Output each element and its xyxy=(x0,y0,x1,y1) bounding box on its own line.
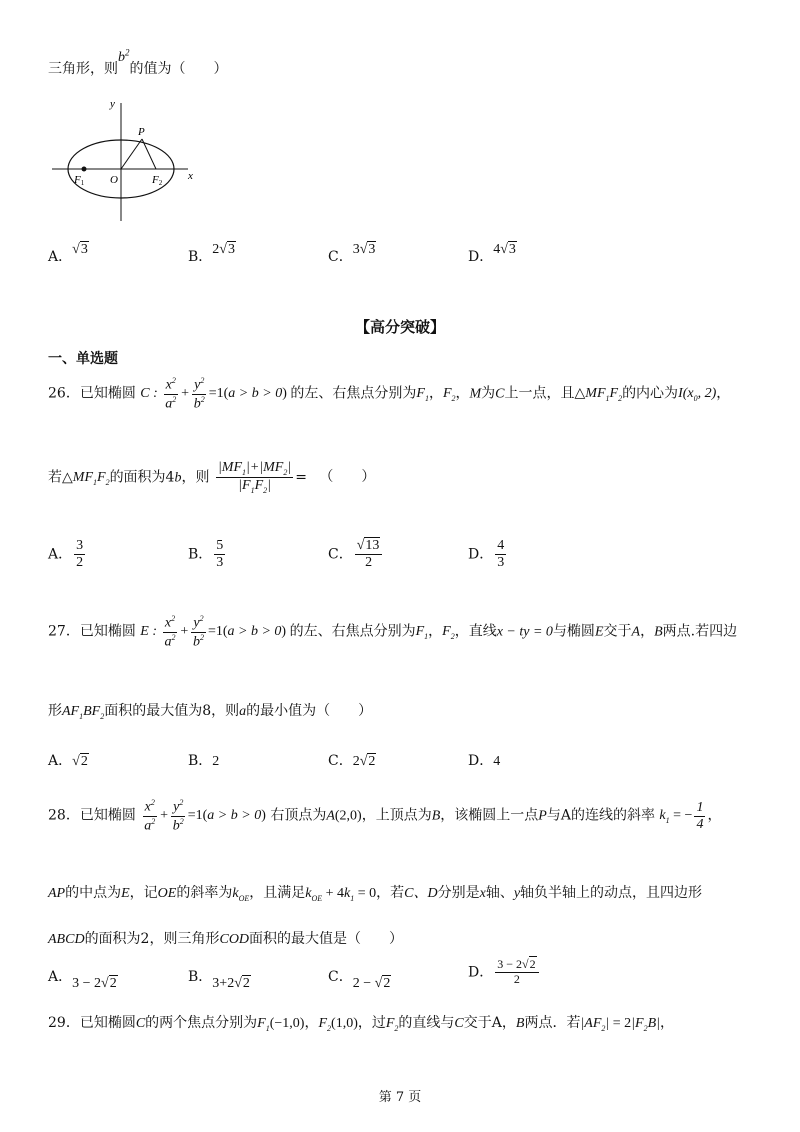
q27-line2-a: 形 xyxy=(48,703,62,719)
q26-incenter: $I(x_0$, 2) xyxy=(678,386,717,404)
q28-text-d: 与A的连线的斜率 xyxy=(546,807,655,824)
label-O: O xyxy=(110,174,118,186)
q26-line1: 26．已知椭圆 C : $\frac{x^2}{a^2}$ + $\frac{y^2}{b^2}$ =1(a > b > 0) 的左、右焦点分别为$F_1$，$F_2$，M为C上一点，且$\triangle MF_1F_2$的内心为$I(x_0$, 2)， xyxy=(48,376,731,412)
q29-F2: $F_2(1,0)$ xyxy=(318,1016,358,1033)
q28-AP: AP xyxy=(48,886,66,901)
q27-option-c[interactable] xyxy=(328,750,376,770)
label-x: x xyxy=(188,170,193,182)
q29-B: B xyxy=(515,1016,525,1031)
q29-text-c: 的直线与 xyxy=(398,1015,455,1031)
option-label: A． xyxy=(48,753,73,769)
q29-text-e: 两点．若 xyxy=(524,1015,581,1031)
q26-paren: （ ） xyxy=(319,469,376,486)
option-value: 2 xyxy=(212,754,220,769)
q27-option-d[interactable] xyxy=(468,750,500,770)
q28-P: P xyxy=(538,808,547,824)
option-value: $\frac{3}{2}$ xyxy=(76,538,84,571)
q25-option-b[interactable] xyxy=(188,242,236,266)
q27-intro: 27．已知椭圆 xyxy=(48,623,136,640)
q27-F1: $F_1$ xyxy=(415,624,429,642)
option-label: D． xyxy=(468,546,494,563)
q28-line2-e: ，若 xyxy=(376,885,405,901)
q26-intro: 26．已知椭圆 xyxy=(48,385,136,402)
q28-B: B xyxy=(431,808,441,824)
q28-line2-d: ，且满足 xyxy=(249,885,306,901)
q26-text-d: 的内心为 xyxy=(622,385,679,402)
label-P: P xyxy=(138,126,145,138)
q26-triangle-2: $MF_1F_2$ xyxy=(72,470,110,488)
q27-line2 xyxy=(48,700,372,721)
q26-b: b xyxy=(174,470,182,486)
label-F1: F1 xyxy=(74,174,85,187)
q28-line3 xyxy=(48,928,403,948)
option-value: 2 − √2 xyxy=(352,976,391,991)
option-label: C． xyxy=(328,249,353,265)
q28-option-d[interactable] xyxy=(468,958,541,987)
q28-text-c: ，该椭圆上一点 xyxy=(440,807,539,824)
q29-F2-b: $F_2$ xyxy=(385,1016,399,1033)
q27-option-a[interactable] xyxy=(48,750,89,770)
q28-A: A(2,0) xyxy=(326,808,362,824)
option-value: 4 xyxy=(493,754,501,769)
option-label: C． xyxy=(328,753,353,769)
q28-line2-g: 轴、 xyxy=(485,885,514,901)
q29-C: C xyxy=(135,1016,146,1031)
q29-line1: 29．已知椭圆C的两个焦点分别为$F_1(-1,0)$，$F_2(1,0)$，过$F_2$的直线与C交于A，B两点．若$|AF_2| = 2|F_2B|$， xyxy=(48,1015,674,1033)
q25-option-a[interactable] xyxy=(48,242,89,266)
option-value: √2 xyxy=(72,754,88,769)
q28-text-a: 右顶点为 xyxy=(270,807,327,824)
q26-ratio: $\frac{|MF_1|+|MF_2|}{|F_1F_2|}$ xyxy=(217,460,292,495)
q27-E: E xyxy=(594,624,604,640)
q26-option-c[interactable] xyxy=(328,538,384,571)
q27-line-eq: x − ty = 0 xyxy=(496,624,553,640)
q27-line2-c: 的最小值为（ ） xyxy=(246,703,373,719)
option-value: 3√3 xyxy=(352,242,376,257)
q27-quad: $AF_1BF_2$ xyxy=(62,704,105,721)
q27-text-a: 的左、右焦点分别为 xyxy=(289,623,416,640)
q28-xaxis: x xyxy=(479,886,486,901)
option-value: 2√3 xyxy=(212,242,235,257)
q27-ellipse-eq: E : $\frac{x^2}{a^2}$ + $\frac{y^2}{b^2}$ =1(a > b > 0) xyxy=(140,614,287,650)
q26-F1: $F_1$ xyxy=(416,386,429,404)
q29-C-b: C xyxy=(454,1016,464,1031)
option-label: C． xyxy=(328,546,353,563)
q27-text-e: 两点.若四边 xyxy=(662,623,738,640)
q28-line2-f: 分别是 xyxy=(437,885,480,901)
section-title: 【高分突破】 xyxy=(354,318,445,336)
point-F1 xyxy=(82,167,87,172)
option-value: 2√2 xyxy=(352,754,376,769)
q29-condition: $|AF_2| = 2|F_2B|$ xyxy=(580,1016,660,1033)
q26-option-b[interactable] xyxy=(188,538,227,571)
q25-option-d[interactable] xyxy=(468,242,517,266)
q28-line2-a: 的中点为 xyxy=(65,885,122,901)
option-value: $\frac{5}{3}$ xyxy=(216,538,224,571)
q27-line2-b: 面积的最大值为8，则 xyxy=(104,703,240,719)
q28-line1: 28．已知椭圆 $\frac{x^2}{a^2}$ + $\frac{y^2}{b^2}$ =1(a > b > 0) 右顶点为A(2,0)，上顶点为B，该椭圆上一点P与A的连线的斜率 $k_1$ = − $\frac{1}{4}$ ， xyxy=(48,798,722,834)
label-y: y xyxy=(110,98,115,110)
page-footer: 第 7 页 xyxy=(378,1090,422,1105)
segment-PO xyxy=(121,139,142,169)
subsection-title: 一、单选题 xyxy=(48,351,118,367)
q28-line2-h: 轴负半轴上的动点，且四边形 xyxy=(520,885,703,901)
q28-intro: 28．已知椭圆 xyxy=(48,807,136,824)
option-label: A． xyxy=(48,969,73,985)
q26-option-d[interactable] xyxy=(468,538,508,571)
q26-M: M xyxy=(469,386,482,402)
q28-line3-b: 面积的最大值是（ ） xyxy=(249,931,404,947)
option-label: D． xyxy=(468,249,494,265)
q27-line1: 27．已知椭圆 E : $\frac{x^2}{a^2}$ + $\frac{y^2}{b^2}$ =1(a > b > 0) 的左、右焦点分别为$F_1$，$F_2$，直线x − ty = 0与椭圆E交于A，B两点.若四边 xyxy=(48,614,738,650)
q28-condition: $k_{OE} + 4k_1 = 0$ xyxy=(305,886,377,903)
q28-k1: $k_1$ = − $\frac{1}{4}$ xyxy=(659,799,704,832)
q27-text-d: 交于 xyxy=(603,623,632,640)
q27-F2: $F_2$ xyxy=(442,624,455,642)
q28-kOE: $k_{OE}$ xyxy=(232,886,250,903)
option-label: D． xyxy=(468,753,494,769)
q29-text-d: 交于A， xyxy=(463,1015,516,1031)
q29-F1: $F_1(-1,0)$ xyxy=(257,1016,305,1033)
option-label: B． xyxy=(188,249,213,265)
option-value: 3+2√2 xyxy=(212,976,250,991)
option-label: B． xyxy=(188,546,213,563)
q27-B: B xyxy=(654,624,663,640)
option-label: B． xyxy=(188,969,213,985)
q26-text-a: 的左、右焦点分别为 xyxy=(290,385,417,402)
q26-ellipse-eq: C : $\frac{x^2}{a^2}$ + $\frac{y^2}{b^2}$ =1(a > b > 0) xyxy=(140,376,287,412)
q27-text-b: ，直线 xyxy=(454,623,497,640)
q28-option-a[interactable] xyxy=(48,966,118,991)
q27-text-c: 与椭圆 xyxy=(552,623,595,640)
q26-line2-b: 的面积为4 xyxy=(109,469,175,486)
q27-A: A xyxy=(631,624,641,640)
q26-line2-a: 若△ xyxy=(48,469,73,486)
q28-COD: COD xyxy=(219,932,250,947)
q28-OE: OE xyxy=(157,886,177,901)
q28-text-b: ，上顶点为 xyxy=(361,807,432,824)
q26-option-a[interactable] xyxy=(48,538,87,571)
q28-option-c[interactable] xyxy=(328,966,391,991)
q27-option-b[interactable] xyxy=(188,750,219,770)
q26-triangle: $\triangle MF_1F_2$ xyxy=(574,386,623,404)
q28-E: E xyxy=(121,886,130,901)
option-label: A． xyxy=(48,546,73,563)
q25-option-c[interactable] xyxy=(328,242,376,266)
q28-line3-a: 的面积为2，则三角形 xyxy=(84,931,220,947)
q26-text-b: 为 xyxy=(481,385,496,402)
label-F2: F2 xyxy=(152,174,163,187)
q26-C: C xyxy=(495,386,505,402)
q29-text-a: 的两个焦点分别为 xyxy=(145,1015,258,1031)
q28-line2-c: 的斜率为 xyxy=(176,885,233,901)
q28-line2-b: ，记 xyxy=(129,885,158,901)
option-value: $\frac{√13}{2}$ xyxy=(355,538,383,571)
q28-ABCD: ABCD xyxy=(48,932,85,947)
option-label: D． xyxy=(468,964,494,981)
option-label: B． xyxy=(188,753,213,769)
q28-yaxis: y xyxy=(513,886,521,901)
q28-CD: C、D xyxy=(404,886,438,901)
q28-line2 xyxy=(48,882,702,903)
option-value: $\frac{4}{3}$ xyxy=(497,538,505,571)
q26-line2: 若$\triangle MF_1F_2$的面积为4b，则 $\frac{|MF_1|+|MF_2|}{|F_1F_2|}$ = （ ） xyxy=(48,460,376,495)
option-label: A． xyxy=(48,249,73,265)
q29-text-b: ，过 xyxy=(357,1015,386,1031)
intro-line xyxy=(48,47,228,78)
q26-line2-c: ，则 xyxy=(181,469,210,486)
option-value: 3 − 2√2 xyxy=(72,976,117,991)
option-label: C． xyxy=(328,969,353,985)
segment-PF2 xyxy=(142,139,156,169)
option-value: 4√3 xyxy=(493,242,516,257)
option-value: $\frac{3 - 2√2}{2}$ xyxy=(495,958,538,987)
q26-text-c: 上一点，且 xyxy=(504,385,575,402)
option-value: √3 xyxy=(72,242,88,257)
q27-a: a xyxy=(239,704,247,719)
intro-text-b: 的值为（ ） xyxy=(129,61,228,77)
q28-option-b[interactable] xyxy=(188,966,251,991)
q28-ellipse-eq: $\frac{x^2}{a^2}$ + $\frac{y^2}{b^2}$ =1(a > b > 0) xyxy=(144,798,266,834)
q29-intro: 29．已知椭圆 xyxy=(48,1015,136,1031)
b-squared: $b^2$ xyxy=(118,47,130,65)
q26-F2: $F_2$ xyxy=(442,386,456,404)
intro-text-a: 三角形，则 xyxy=(48,61,118,77)
ellipse-figure xyxy=(48,95,208,225)
